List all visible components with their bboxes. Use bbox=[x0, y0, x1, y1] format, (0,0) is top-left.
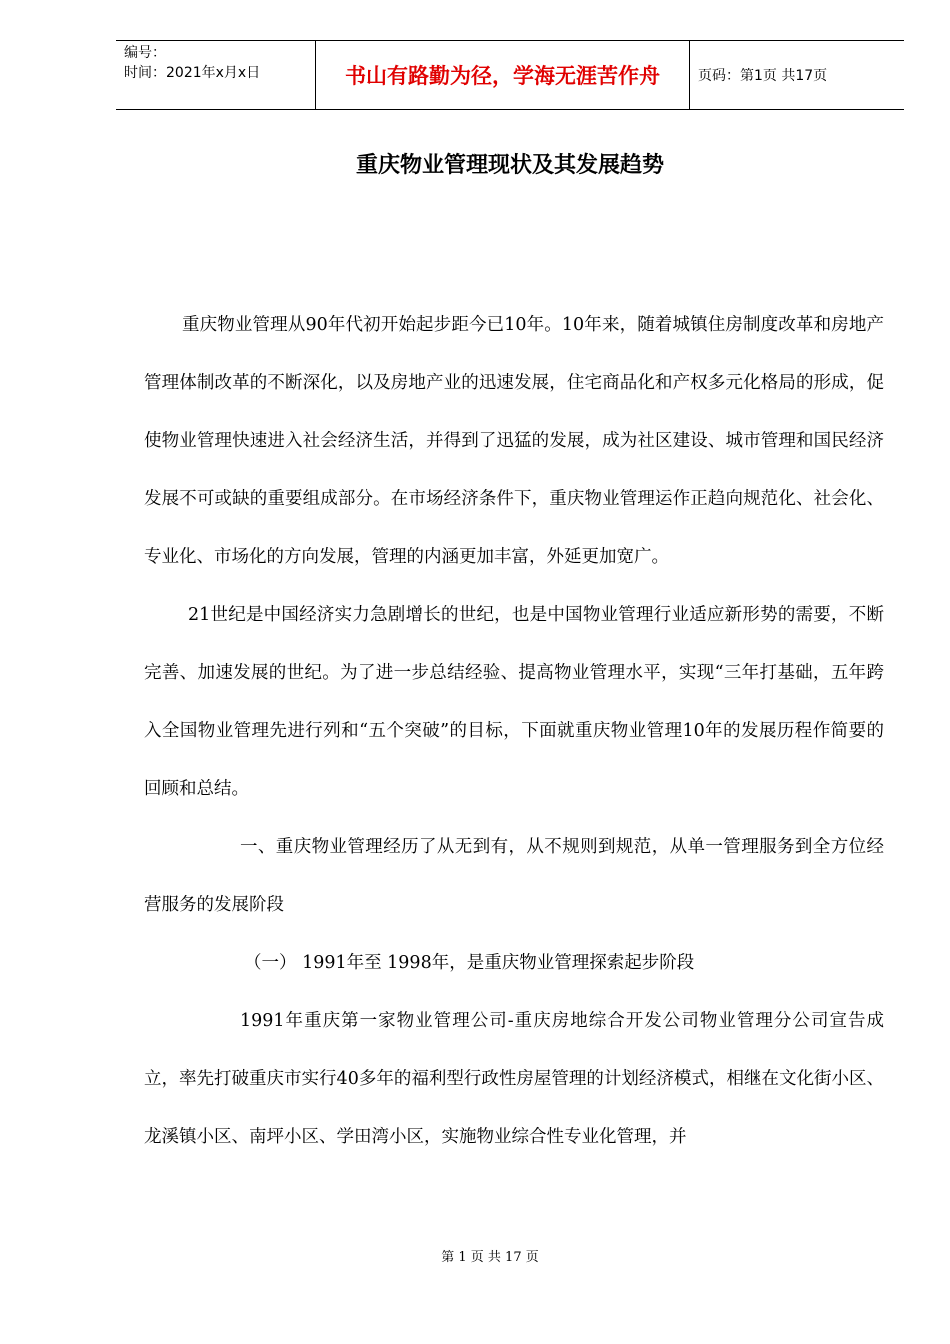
section-heading: 一、重庆物业管理经历了从无到有，从不规则到规范，从单一管理服务到全方位经营服务的发展阶段 bbox=[144, 837, 884, 915]
paragraph: 重庆物业管理从90年代初开始起步距今已10年。10年来，随着城镇住房制度改革和房地产管理体制改革的不断深化，以及房地产业的迅速发展，住宅商品化和产权多元化格局的形成，促使物业管理快速进入社会经济生活，并得到了迅猛的发展，成为社区建设、城市管理和国民经济发展不可或缺的重要组成部分。在市场经济条件下，重庆物业管理运作正趋向规范化、社会化、专业化、市场化的方向发展，管理的内涵更加丰富，外延更加宽广。 bbox=[144, 315, 884, 567]
number-label: 编号： bbox=[124, 45, 166, 61]
time-label: 时间：2021年x月x日 bbox=[124, 65, 261, 81]
document-title: 重庆物业管理现状及其发展趋势 bbox=[355, 153, 664, 178]
header-meta-cell bbox=[116, 41, 316, 109]
paragraph: 1991年重庆第一家物业管理公司-重庆房地综合开发公司物业管理分公司宣告成立，率先打破重庆市实行40多年的福利型行政性房屋管理的计划经济模式，相继在文化街小区、龙溪镇小区、南坪小区、学田湾小区，实施物业综合性专业化管理，并 bbox=[144, 1011, 884, 1147]
page-indicator: 页码：第1页 共17页 bbox=[698, 68, 828, 84]
page-footer: 第 1 页 共 17 页 bbox=[441, 1250, 539, 1265]
subsection-heading: （一） 1991年至 1998年，是重庆物业管理探索起步阶段 bbox=[244, 953, 695, 973]
document-body bbox=[144, 296, 884, 1166]
header-table bbox=[116, 40, 904, 110]
paragraph: 21世纪是中国经济实力急剧增长的世纪，也是中国物业管理行业适应新形势的需要，不断完善、加速发展的世纪。为了进一步总结经验、提高物业管理水平，实现“三年打基础，五年跨入全国物业管理先进行列和“五个突破”的目标，下面就重庆物业管理10年的发展历程作简要的回顾和总结。 bbox=[144, 605, 884, 799]
motto: 书山有路勤为径，学海无涯苦作舟 bbox=[316, 41, 690, 109]
